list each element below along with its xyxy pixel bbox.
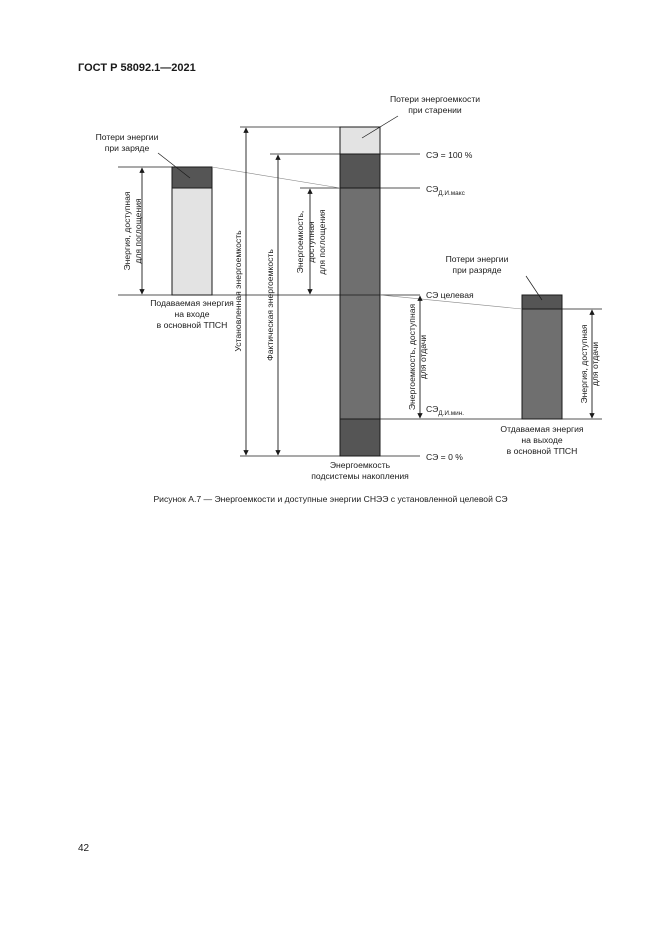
capacity-for-charge-label-line1: Энергоемкость, <box>295 210 305 274</box>
capacity-for-charge-label-line2: доступная <box>306 221 316 263</box>
aging-loss-label-line2: при старении <box>408 105 462 115</box>
input-energy-block <box>172 188 212 295</box>
soc-target-label: СЭ целевая <box>426 290 474 300</box>
aging-loss-label-line1: Потери энергоемкости <box>389 94 481 104</box>
discharge-loss-label-line1: Потери энергии <box>445 254 509 264</box>
storage-capacity-label-line1: Энергоемкость <box>329 460 391 470</box>
soc-min-subscript: Д.И.мин. <box>438 410 465 417</box>
capacity-for-charge-label-line3: для поглощения <box>317 209 327 275</box>
input-energy-label-line1: Подаваемая энергия <box>150 298 234 308</box>
charge-loss-label-line2: при заряде <box>104 143 150 153</box>
input-energy-label-line2: на входе <box>174 309 210 319</box>
upper-reserve-block <box>340 154 380 188</box>
energy-for-charge-label-line1: Энергия, доступная <box>122 191 132 271</box>
soc-max-subscript: Д.И.макс <box>438 190 465 197</box>
output-energy-label-line1: Отдаваемая энергия <box>500 424 584 434</box>
storage-capacity-label-line2: подсистемы накопления <box>311 471 409 481</box>
energy-for-discharge-label-line2: для отдачи <box>590 341 600 387</box>
charge-loss-label-line1: Потери энергии <box>95 132 159 142</box>
soc-max-main: СЭ <box>426 184 439 194</box>
document-header: ГОСТ Р 58092.1—2021 <box>78 62 196 74</box>
page-number: 42 <box>78 843 90 854</box>
input-energy-label-line3: в основной ТПСН <box>156 320 228 330</box>
soc-min-label <box>426 404 464 417</box>
capacity-for-discharge-label-line2: для отдачи <box>418 334 428 380</box>
lower-reserve-block <box>340 419 380 456</box>
installed-capacity-label: Установленная энергоемкость <box>233 230 243 352</box>
usable-capacity-block <box>340 188 380 419</box>
actual-capacity-label: Фактическая энергоемкость <box>265 249 275 361</box>
soc-100-label: СЭ = 100 % <box>426 150 473 160</box>
output-energy-block <box>522 309 562 419</box>
soc-min-main: СЭ <box>426 404 439 414</box>
figure-caption: Рисунок А.7 — Энергоемкости и доступные энергии СНЭЭ с установленной целевой СЭ <box>153 494 508 504</box>
discharge-loss-block <box>522 295 562 309</box>
energy-for-discharge-label-line1: Энергия, доступная <box>579 324 589 404</box>
output-energy-label-line3: в основной ТПСН <box>506 446 578 456</box>
energy-for-charge-label-line2: для поглощения <box>133 198 143 264</box>
output-energy-label-line2: на выходе <box>521 435 563 445</box>
connector-upper <box>212 167 340 188</box>
soc-max-label <box>426 184 466 197</box>
capacity-for-discharge-label-line1: Энергоемкость, доступная <box>407 303 417 411</box>
charge-loss-block <box>172 167 212 188</box>
discharge-loss-label-line2: при разряде <box>452 265 502 275</box>
soc-0-label: СЭ = 0 % <box>426 452 463 462</box>
